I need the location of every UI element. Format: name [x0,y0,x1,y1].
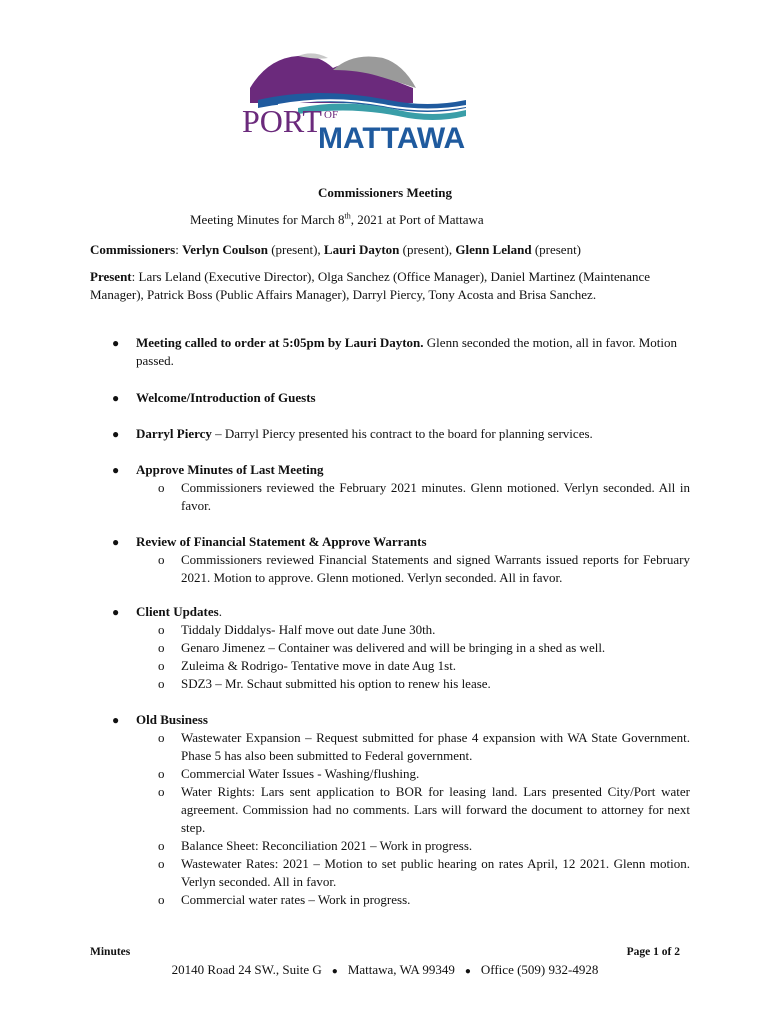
sub-item [90,855,690,891]
bullet-icon: ● [112,605,120,619]
sub-bullet-icon: o [158,622,165,637]
bullet-icon: ● [112,427,120,441]
sub-item [90,675,690,693]
present-text: : Lars Leland (Executive Director), Olga Sanchez (Office Manager), Daniel Martinez (Maintenance Manager), Patrick Boss (Public Affairs Manager), Darryl Piercy, Tony Acosta and Brisa Sanchez. [90,269,651,302]
sub-bullet-icon: o [158,730,165,745]
agenda-item [90,533,690,587]
document-subtitle [190,212,484,228]
logo-port-text: PORT [242,103,322,139]
sub-item-text: Zuleima & Rodrigo- Tentative move in date Aug 1st. [181,658,457,673]
sub-item-text: Commissioners reviewed Financial Statements and signed Warrants issued reports for February 2021. Motion to approve. Glenn motioned. Verlyn seconded. All in favor. [181,552,690,585]
commissioners-label: Commissioners [90,242,176,257]
agenda-heading: Old Business [136,712,208,727]
sub-bullet-icon: o [158,552,165,567]
commissioners-line [90,241,690,259]
agenda-item [90,389,690,407]
sub-item [90,657,690,675]
present-label: Present [90,269,132,284]
commissioner-status: (present) [531,242,582,257]
sub-item-text: Commissioners reviewed the February 2021 minutes. Glenn motioned. Verlyn seconded. All in favor. [181,480,690,513]
separator-dot-icon: ● [331,966,338,977]
sub-bullet-icon: o [158,784,165,799]
footer-label: Minutes [90,946,131,958]
sub-bullet-icon: o [158,856,165,871]
agenda-heading: Client Updates [136,604,219,619]
sub-item-text: Commercial water rates – Work in progress. [181,892,411,907]
bullet-icon: ● [112,391,120,405]
sub-item-text: Tiddaly Diddalys- Half move out date June 30th. [181,622,436,637]
agenda-item [90,603,690,693]
sub-item [90,783,690,837]
logo-mattawa-text: MATTAWA [318,122,466,155]
sub-item [90,891,690,909]
sub-bullet-icon: o [158,838,165,853]
sub-item [90,729,690,765]
sub-item [90,551,690,587]
sub-item [90,837,690,855]
agenda-heading: Review of Financial Statement & Approve Warrants [136,534,427,549]
port-of-mattawa-logo [238,48,470,156]
sub-bullet-icon: o [158,480,165,495]
footer-address [0,962,770,978]
agenda-item [90,711,690,909]
bullet-icon: ● [112,535,120,549]
agenda-text: . [218,604,222,619]
agenda-heading: Darryl Piercy [136,426,212,441]
sub-item-text: Wastewater Rates: 2021 – Motion to set public hearing on rates April, 12 2021. Glenn motion. Verlyn seconded. All in favor. [181,856,690,889]
sub-item [90,639,690,657]
commissioner-name: Glenn Leland [455,242,532,257]
agenda-text: – Darryl Piercy presented his contract to the board for planning services. [211,426,593,441]
sub-item-text: Water Rights: Lars sent application to BOR for leasing land. Lars presented City/Port water agreement. Commission had no comments. Lars will forward the document to attorney for next step. [181,784,690,835]
subtitle-pre: Meeting Minutes for March 8 [190,212,345,227]
logo-of-text: OF [324,109,339,121]
subtitle-post: , 2021 at Port of Mattawa [350,212,484,227]
sub-item [90,479,690,515]
agenda-heading: Meeting called to order at 5:05pm by Lauri Dayton. [136,335,424,350]
sub-item [90,765,690,783]
sub-bullet-icon: o [158,640,165,655]
sub-item-text: Balance Sheet: Reconciliation 2021 – Work in progress. [181,838,473,853]
commissioner-status: (present), [399,242,456,257]
sub-bullet-icon: o [158,658,165,673]
agenda-heading: Welcome/Introduction of Guests [136,390,316,405]
agenda-item [90,461,690,515]
agenda-item [90,425,690,443]
present-line [90,268,690,304]
bullet-icon: ● [112,713,120,727]
page-number: Page 1 of 2 [626,946,680,958]
subtitle-sup: th [344,211,351,221]
agenda-heading: Approve Minutes of Last Meeting [136,462,324,477]
address-city: Mattawa, WA 99349 [347,962,455,977]
sub-item-text: Genaro Jimenez – Container was delivered and will be bringing in a shed as well. [181,640,606,655]
sub-bullet-icon: o [158,892,165,907]
agenda-item [90,334,690,370]
sub-bullet-icon: o [158,676,165,691]
commissioner-status: (present), [267,242,324,257]
sub-item-text: Wastewater Expansion – Request submitted for phase 4 expansion with WA State Government. Phase 5 has also been submitted to Federal government. [181,730,690,763]
bullet-icon: ● [112,463,120,477]
separator-dot-icon: ● [464,966,471,977]
address-phone: Office (509) 932-4928 [480,962,599,977]
sub-bullet-icon: o [158,766,165,781]
document-title: Commissioners Meeting [318,185,452,200]
address-street: 20140 Road 24 SW., Suite G [171,962,322,977]
bullet-icon: ● [112,336,120,350]
commissioner-name: Lauri Dayton [323,242,400,257]
agenda-text: Glenn seconded the motion, all in favor. Motion passed. [136,335,678,368]
sub-item-text: SDZ3 – Mr. Schaut submitted his option to renew his lease. [181,676,491,691]
sub-item [90,621,690,639]
sub-item-text: Commercial Water Issues - Washing/flushing. [181,766,420,781]
commissioners-sep: : [175,242,183,257]
commissioner-name: Verlyn Coulson [182,242,268,257]
